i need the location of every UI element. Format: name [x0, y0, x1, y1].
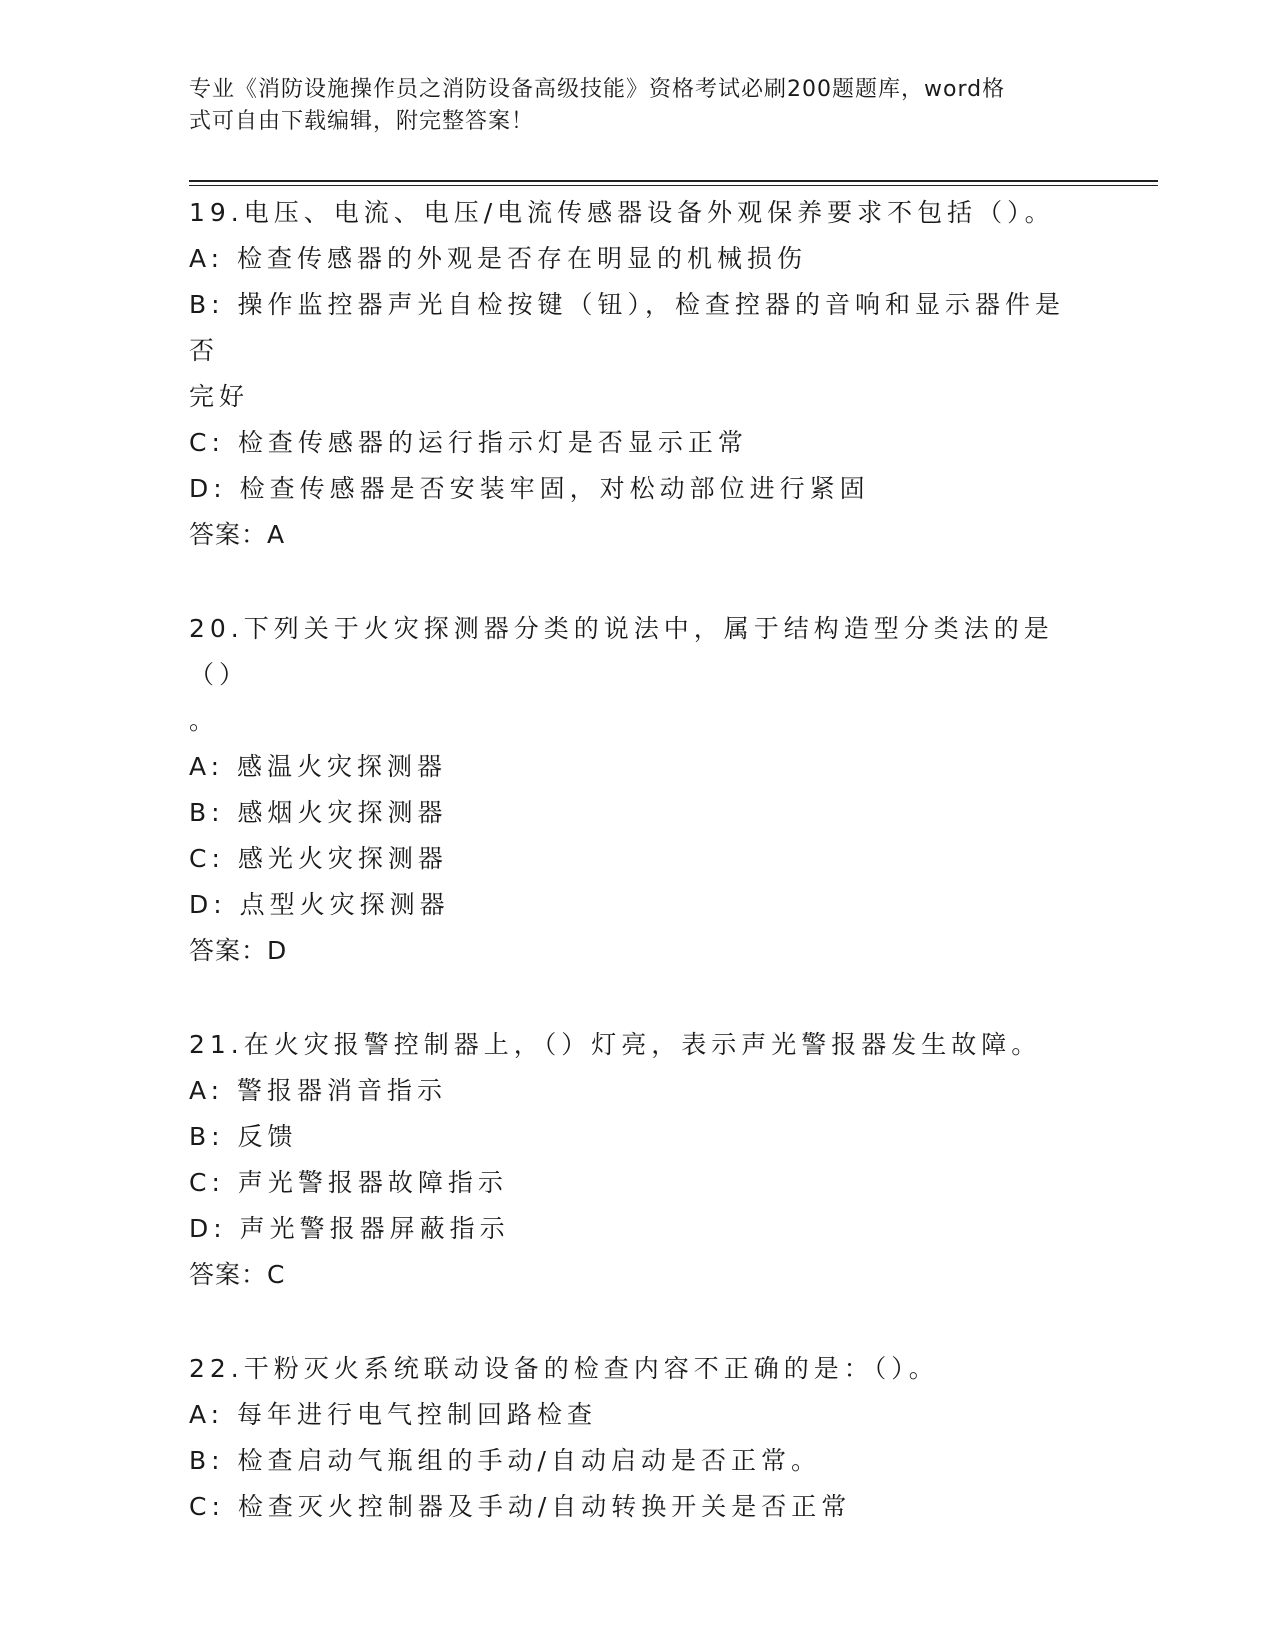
option-b-continued: 完好	[189, 382, 250, 411]
question-stem: 21.在火灾报警控制器上，（）灯亮，表示声光警报器发生故障。	[189, 1030, 1042, 1059]
answer-label: 答案：A	[189, 520, 286, 549]
answer-label: 答案：C	[189, 1260, 286, 1289]
header-line-2: 式可自由下载编辑，附完整答案！	[189, 109, 535, 134]
option-a: A: 警报器消音指示	[189, 1076, 448, 1105]
option-b: B: 操作监控器声光自检按键（钮），检查控器的音响和显示器件是否	[189, 290, 1066, 365]
option-a: A: 感温火灾探测器	[189, 752, 448, 781]
option-c: C: 感光火灾探测器	[189, 844, 448, 873]
option-d: D: 声光警报器屏蔽指示	[189, 1214, 510, 1243]
question-stem: 22.干粉灭火系统联动设备的检查内容不正确的是：（）。	[189, 1354, 939, 1383]
option-b: B: 感烟火灾探测器	[189, 798, 448, 827]
question-list	[189, 190, 1089, 1578]
document-header	[189, 74, 1089, 138]
option-c: C: 检查灭火控制器及手动/自动转换开关是否正常	[189, 1492, 852, 1521]
header-divider-thick	[189, 180, 1158, 182]
option-c: C: 检查传感器的运行指示灯是否显示正常	[189, 428, 748, 457]
question-20	[189, 606, 1089, 974]
question-22	[189, 1346, 1089, 1530]
question-stem-continued: 。	[189, 706, 220, 735]
question-stem: 19.电压、电流、电压/电流传感器设备外观保养要求不包括（）。	[189, 198, 1055, 227]
question-19	[189, 190, 1089, 558]
question-stem: 20.下列关于火灾探测器分类的说法中，属于结构造型分类法的是（）	[189, 614, 1054, 689]
option-d: D: 检查传感器是否安装牢固，对松动部位进行紧固	[189, 474, 870, 503]
question-21	[189, 1022, 1089, 1298]
option-b: B: 反馈	[189, 1122, 298, 1151]
option-a: A: 每年进行电气控制回路检查	[189, 1400, 598, 1429]
option-d: D: 点型火灾探测器	[189, 890, 450, 919]
option-a: A: 检查传感器的外观是否存在明显的机械损伤	[189, 244, 808, 273]
header-line-1: 专业《消防设施操作员之消防设备高级技能》资格考试必刷200题题库，word格	[189, 77, 1006, 102]
option-c: C: 声光警报器故障指示	[189, 1168, 508, 1197]
option-b: B: 检查启动气瓶组的手动/自动启动是否正常。	[189, 1446, 821, 1475]
header-divider-thin	[189, 185, 1158, 186]
answer-label: 答案：D	[189, 936, 288, 965]
